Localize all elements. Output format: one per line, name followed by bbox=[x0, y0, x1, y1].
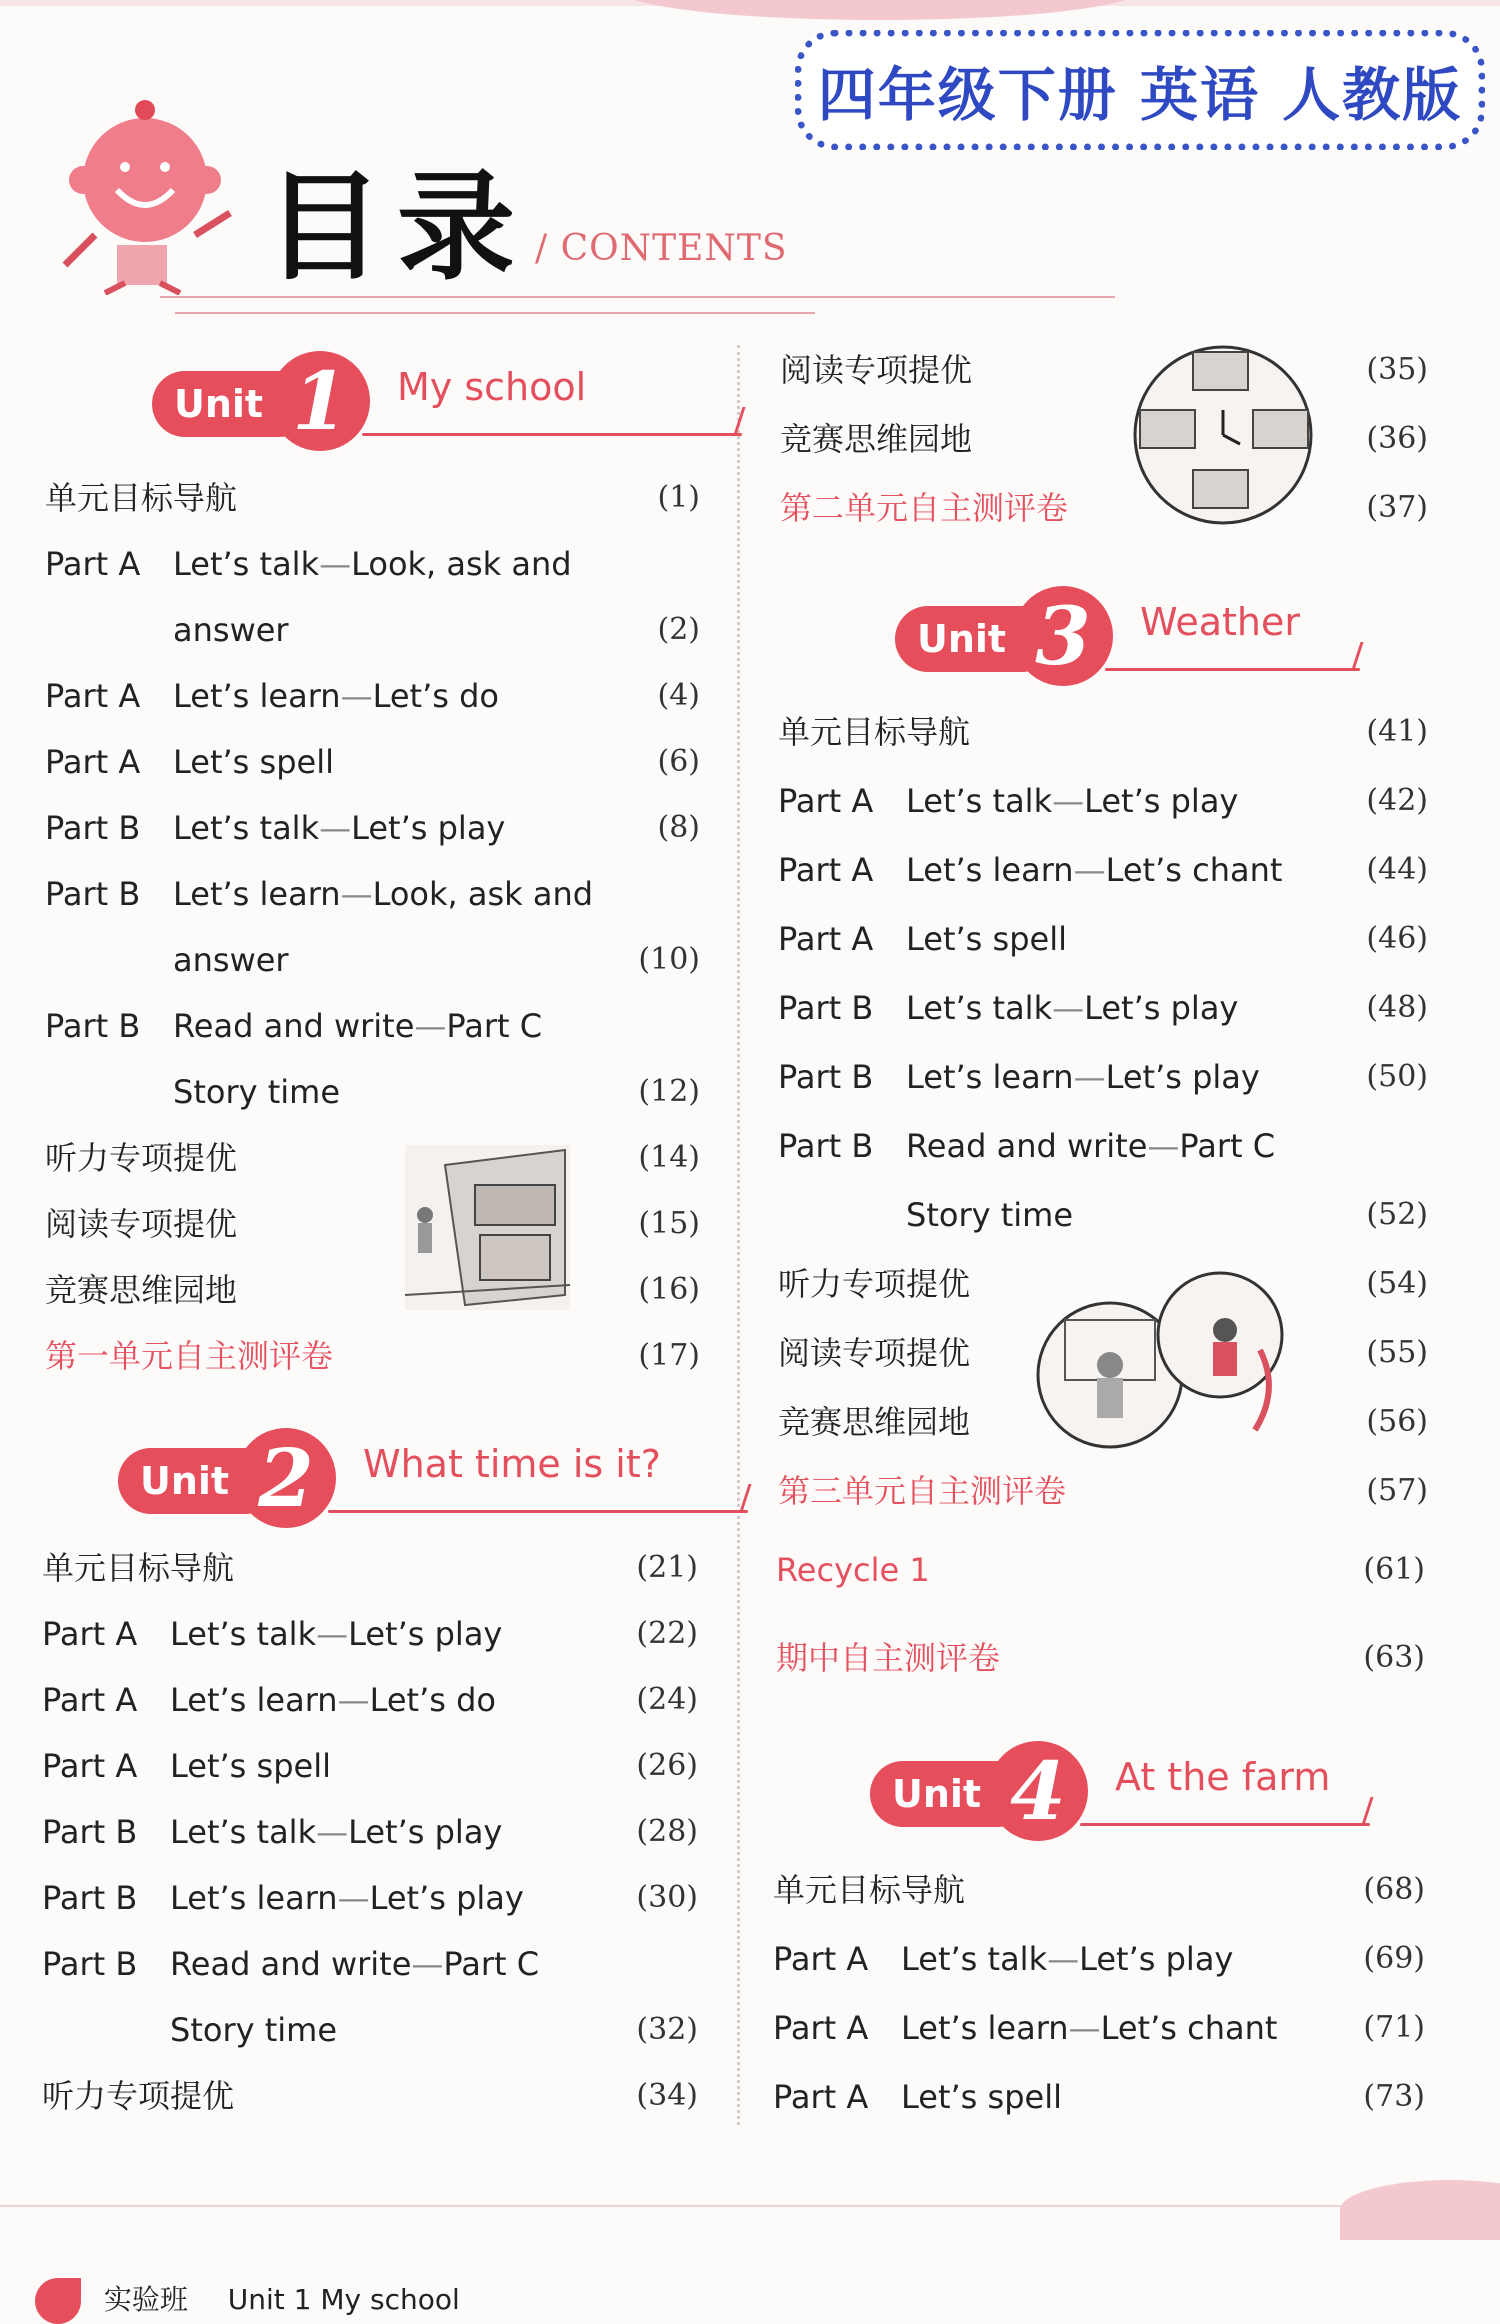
toc-page-number: (32) bbox=[636, 2012, 698, 2047]
unit-header-3 bbox=[895, 580, 1410, 690]
unit-badge: Unit bbox=[870, 1761, 1030, 1827]
toc-entry[interactable] bbox=[45, 544, 572, 584]
unit-number: 4 bbox=[988, 1741, 1088, 1841]
toc-part-label: Part A bbox=[778, 782, 874, 820]
toc-page-number: (30) bbox=[636, 1880, 698, 1915]
toc-page-number: (54) bbox=[1366, 1266, 1428, 1301]
toc-entry[interactable] bbox=[778, 781, 1238, 821]
toc-part-label: Part A bbox=[45, 743, 141, 781]
unit-header-1 bbox=[152, 345, 792, 455]
toc-lesson: Read and write bbox=[906, 1127, 1148, 1165]
toc-entry-continued[interactable]: answer bbox=[173, 611, 289, 649]
toc-part-label: Part B bbox=[42, 1945, 138, 1983]
toc-page-number: (14) bbox=[638, 1140, 700, 1175]
footer-brand: 实验班 bbox=[103, 2283, 188, 2316]
toc-entry[interactable] bbox=[42, 1944, 539, 1984]
toc-lesson: Read and write bbox=[173, 1007, 415, 1045]
toc-dash: — bbox=[316, 1615, 349, 1653]
toc-page-number: (36) bbox=[1366, 421, 1428, 456]
toc-entry[interactable] bbox=[45, 1006, 542, 1046]
footer-text: Unit 1 My school bbox=[227, 2283, 460, 2316]
toc-part-label: Part B bbox=[778, 989, 874, 1027]
toc-dash: — bbox=[337, 1879, 370, 1917]
toc-activity: Let’s do bbox=[372, 677, 499, 715]
toc-page-number: (35) bbox=[1366, 352, 1428, 387]
toc-page-number: (21) bbox=[636, 1550, 698, 1585]
toc-page-number: (41) bbox=[1366, 714, 1428, 749]
toc-entry[interactable] bbox=[778, 850, 1282, 890]
toc-dash: — bbox=[1073, 851, 1106, 889]
edition-badge bbox=[795, 30, 1485, 150]
toc-section-title[interactable]: 竞赛思维园地 bbox=[780, 420, 973, 458]
toc-part-label: Part A bbox=[778, 851, 874, 889]
unit-underline-tick bbox=[733, 407, 745, 435]
toc-entry[interactable] bbox=[45, 874, 593, 914]
toc-lesson: Let’s spell bbox=[901, 2078, 1062, 2116]
toc-section-title[interactable]: 单元目标导航 bbox=[778, 713, 971, 751]
bottom-rule bbox=[0, 2205, 1500, 2207]
unit-badge: Unit bbox=[895, 606, 1055, 672]
toc-entry-continued[interactable]: Story time bbox=[173, 1073, 340, 1111]
toc-section-title[interactable]: 单元目标导航 bbox=[45, 479, 238, 517]
toc-part-label: Part A bbox=[42, 1615, 138, 1653]
toc-section-title[interactable]: 阅读专项提优 bbox=[778, 1334, 971, 1372]
unit-badge: Unit bbox=[118, 1448, 278, 1514]
unit-title: At the farm bbox=[1115, 1755, 1331, 1799]
toc-part-label: Part A bbox=[42, 1747, 138, 1785]
mascot-illustration bbox=[55, 95, 245, 295]
toc-page-number: (44) bbox=[1366, 852, 1428, 887]
toc-entry[interactable] bbox=[778, 919, 1067, 959]
unit-underline-tick bbox=[739, 1484, 751, 1512]
toc-entry[interactable] bbox=[45, 808, 505, 848]
toc-lesson: Let’s talk bbox=[170, 1813, 317, 1851]
toc-page-number: (28) bbox=[636, 1814, 698, 1849]
toc-part-label: Part A bbox=[45, 545, 141, 583]
toc-lesson: Let’s talk bbox=[906, 782, 1053, 820]
toc-activity: Let’s play bbox=[369, 1879, 524, 1917]
toc-entry[interactable] bbox=[773, 1939, 1233, 1979]
unit-header-2 bbox=[118, 1422, 798, 1532]
toc-section-title[interactable]: 阅读专项提优 bbox=[45, 1205, 238, 1243]
page-footer bbox=[35, 2278, 460, 2324]
toc-activity: Let’s play bbox=[1084, 989, 1239, 1027]
toc-page-number: (71) bbox=[1363, 2010, 1425, 2045]
unit-underline-tick bbox=[1351, 642, 1363, 670]
toc-lesson: Let’s spell bbox=[173, 743, 334, 781]
toc-page-number: (48) bbox=[1366, 990, 1428, 1025]
toc-lesson: Let’s learn bbox=[901, 2009, 1069, 2047]
toc-entry[interactable] bbox=[42, 1812, 502, 1852]
toc-dash: — bbox=[319, 809, 352, 847]
toc-page-number: (69) bbox=[1363, 1941, 1425, 1976]
edition-badge-text: 四年级下册 英语 人教版 bbox=[817, 61, 1463, 129]
toc-page-number: (37) bbox=[1366, 490, 1428, 525]
toc-section-title[interactable]: 第三单元自主测评卷 bbox=[778, 1472, 1067, 1510]
toc-dash: — bbox=[411, 1945, 444, 1983]
unit-underline bbox=[1080, 1823, 1370, 1826]
toc-section-title[interactable]: 单元目标导航 bbox=[42, 1549, 235, 1587]
toc-section-title[interactable]: 竞赛思维园地 bbox=[778, 1403, 971, 1441]
toc-activity: Let’s play bbox=[1105, 1058, 1260, 1096]
toc-lesson: Let’s learn bbox=[173, 677, 341, 715]
unit-title: Weather bbox=[1140, 600, 1300, 644]
toc-section-title[interactable]: 期中自主测评卷 bbox=[776, 1639, 1001, 1677]
toc-activity: Let’s play bbox=[1079, 1940, 1234, 1978]
toc-page-number: (1) bbox=[657, 480, 700, 515]
toc-page-number: (68) bbox=[1363, 1872, 1425, 1907]
toc-activity: Let’s chant bbox=[1105, 851, 1283, 889]
weather-illustration bbox=[1035, 1260, 1285, 1450]
toc-section-title[interactable]: 听力专项提优 bbox=[45, 1139, 238, 1177]
toc-page-number: (42) bbox=[1366, 783, 1428, 818]
toc-entry[interactable] bbox=[778, 1057, 1260, 1097]
unit-header-4 bbox=[870, 1735, 1420, 1845]
toc-dash: — bbox=[1147, 1127, 1180, 1165]
toc-activity: Look, ask and bbox=[372, 875, 594, 913]
toc-lesson: Let’s learn bbox=[906, 851, 1074, 889]
toc-page-number: (24) bbox=[636, 1682, 698, 1717]
toc-activity: Let’s chant bbox=[1100, 2009, 1278, 2047]
toc-page-number: (2) bbox=[657, 612, 700, 647]
title-rule bbox=[175, 312, 815, 314]
toc-part-label: Part A bbox=[773, 2009, 869, 2047]
unit-underline bbox=[362, 433, 742, 436]
toc-dash: — bbox=[414, 1007, 447, 1045]
toc-dash: — bbox=[337, 1681, 370, 1719]
toc-entry[interactable] bbox=[773, 2008, 1277, 2048]
toc-page-number: (22) bbox=[636, 1616, 698, 1651]
toc-lesson: Let’s spell bbox=[170, 1747, 331, 1785]
toc-page-number: (8) bbox=[657, 810, 700, 845]
toc-section-title[interactable]: 单元目标导航 bbox=[773, 1871, 966, 1909]
toc-part-label: Part A bbox=[773, 2078, 869, 2116]
toc-section-title[interactable]: 听力专项提优 bbox=[778, 1265, 971, 1303]
toc-lesson: Let’s talk bbox=[906, 989, 1053, 1027]
toc-page-number: (63) bbox=[1363, 1640, 1425, 1675]
bottom-decoration bbox=[1340, 2180, 1500, 2240]
toc-activity: Let’s do bbox=[369, 1681, 496, 1719]
toc-lesson: Let’s talk bbox=[173, 809, 320, 847]
unit-underline bbox=[1105, 668, 1360, 671]
toc-lesson: Let’s talk bbox=[901, 1940, 1048, 1978]
unit-underline bbox=[328, 1510, 748, 1513]
toc-part-label: Part A bbox=[45, 677, 141, 715]
toc-section-title[interactable]: 第一单元自主测评卷 bbox=[45, 1337, 334, 1375]
toc-page-number: (12) bbox=[638, 1074, 700, 1109]
unit-number: 1 bbox=[270, 351, 370, 451]
toc-entry[interactable] bbox=[778, 988, 1238, 1028]
toc-part-label: Part B bbox=[45, 1007, 141, 1045]
toc-page-number: (17) bbox=[638, 1338, 700, 1373]
clock-illustration bbox=[1128, 340, 1318, 530]
toc-page-number: (57) bbox=[1366, 1473, 1428, 1508]
toc-dash: — bbox=[1047, 1940, 1080, 1978]
toc-part-label: Part B bbox=[778, 1127, 874, 1165]
toc-dash: — bbox=[340, 677, 373, 715]
unit-number: 3 bbox=[1013, 586, 1113, 686]
toc-activity: Part C bbox=[446, 1007, 543, 1045]
toc-lesson: Let’s spell bbox=[906, 920, 1067, 958]
page-title: 目录 bbox=[265, 158, 530, 296]
toc-page-number: (46) bbox=[1366, 921, 1428, 956]
toc-part-label: Part A bbox=[778, 920, 874, 958]
toc-dash: — bbox=[1068, 2009, 1101, 2047]
toc-lesson: Let’s learn bbox=[906, 1058, 1074, 1096]
toc-section-title[interactable]: 第二单元自主测评卷 bbox=[780, 489, 1069, 527]
toc-entry-continued[interactable]: answer bbox=[173, 941, 289, 979]
toc-part-label: Part A bbox=[42, 1681, 138, 1719]
toc-entry-continued[interactable]: Story time bbox=[906, 1196, 1073, 1234]
toc-page-number: (4) bbox=[657, 678, 700, 713]
unit-title: What time is it? bbox=[363, 1442, 661, 1486]
toc-activity: Let’s play bbox=[351, 809, 506, 847]
toc-entry[interactable] bbox=[773, 2077, 1062, 2117]
leaf-icon bbox=[35, 2278, 81, 2324]
top-decoration bbox=[620, 0, 1140, 20]
toc-activity: Part C bbox=[1179, 1127, 1276, 1165]
toc-page-number: (26) bbox=[636, 1748, 698, 1783]
toc-dash: — bbox=[316, 1813, 349, 1851]
toc-lesson: Read and write bbox=[170, 1945, 412, 1983]
column-divider bbox=[737, 345, 740, 2125]
toc-entry[interactable] bbox=[778, 1126, 1275, 1166]
toc-entry[interactable] bbox=[45, 742, 334, 782]
toc-lesson: Let’s learn bbox=[170, 1879, 338, 1917]
toc-page-number: (15) bbox=[638, 1206, 700, 1241]
toc-section-title[interactable]: 听力专项提优 bbox=[42, 2077, 235, 2115]
title-rule bbox=[160, 296, 1115, 298]
toc-page-number: (61) bbox=[1363, 1552, 1425, 1587]
toc-lesson: Let’s talk bbox=[173, 545, 320, 583]
toc-activity: Let’s play bbox=[348, 1813, 503, 1851]
toc-page-number: (16) bbox=[638, 1272, 700, 1307]
toc-page-number: (73) bbox=[1363, 2079, 1425, 2114]
toc-entry[interactable] bbox=[45, 676, 499, 716]
toc-entry-continued[interactable]: Story time bbox=[170, 2011, 337, 2049]
toc-activity: Let’s play bbox=[1084, 782, 1239, 820]
toc-entry[interactable] bbox=[42, 1746, 331, 1786]
toc-page-number: (52) bbox=[1366, 1197, 1428, 1232]
toc-page-number: (6) bbox=[657, 744, 700, 779]
toc-entry[interactable] bbox=[42, 1680, 496, 1720]
toc-activity: Let’s play bbox=[348, 1615, 503, 1653]
toc-part-label: Part B bbox=[42, 1813, 138, 1851]
toc-dash: — bbox=[1073, 1058, 1106, 1096]
unit-title: My school bbox=[397, 365, 587, 409]
toc-activity: Look, ask and bbox=[351, 545, 572, 583]
toc-activity: Part C bbox=[443, 1945, 540, 1983]
toc-page-number: (56) bbox=[1366, 1404, 1428, 1439]
toc-page-number: (10) bbox=[638, 942, 700, 977]
toc-page-number: (34) bbox=[636, 2078, 698, 2113]
toc-dash: — bbox=[319, 545, 352, 583]
toc-entry[interactable] bbox=[42, 1878, 524, 1918]
toc-part-label: Part B bbox=[778, 1058, 874, 1096]
toc-section-title[interactable]: 竞赛思维园地 bbox=[45, 1271, 238, 1309]
toc-part-label: Part A bbox=[773, 1940, 869, 1978]
toc-lesson: Let’s learn bbox=[173, 875, 341, 913]
unit-badge: Unit bbox=[152, 371, 312, 437]
toc-section-title[interactable]: 阅读专项提优 bbox=[780, 351, 973, 389]
toc-part-label: Part B bbox=[42, 1879, 138, 1917]
toc-section-title[interactable]: Recycle 1 bbox=[776, 1551, 930, 1589]
toc-dash: — bbox=[1052, 782, 1085, 820]
toc-entry[interactable] bbox=[42, 1614, 502, 1654]
unit-number: 2 bbox=[236, 1428, 336, 1528]
toc-lesson: Let’s talk bbox=[170, 1615, 317, 1653]
toc-page-number: (55) bbox=[1366, 1335, 1428, 1370]
toc-dash: — bbox=[340, 875, 373, 913]
page-subtitle: / CONTENTS bbox=[535, 228, 788, 269]
toc-page-number: (50) bbox=[1366, 1059, 1428, 1094]
toc-part-label: Part B bbox=[45, 875, 141, 913]
toc-part-label: Part B bbox=[45, 809, 141, 847]
unit-underline-tick bbox=[1361, 1797, 1373, 1825]
toc-dash: — bbox=[1052, 989, 1085, 1027]
classroom-illustration bbox=[405, 1145, 570, 1310]
toc-lesson: Let’s learn bbox=[170, 1681, 338, 1719]
